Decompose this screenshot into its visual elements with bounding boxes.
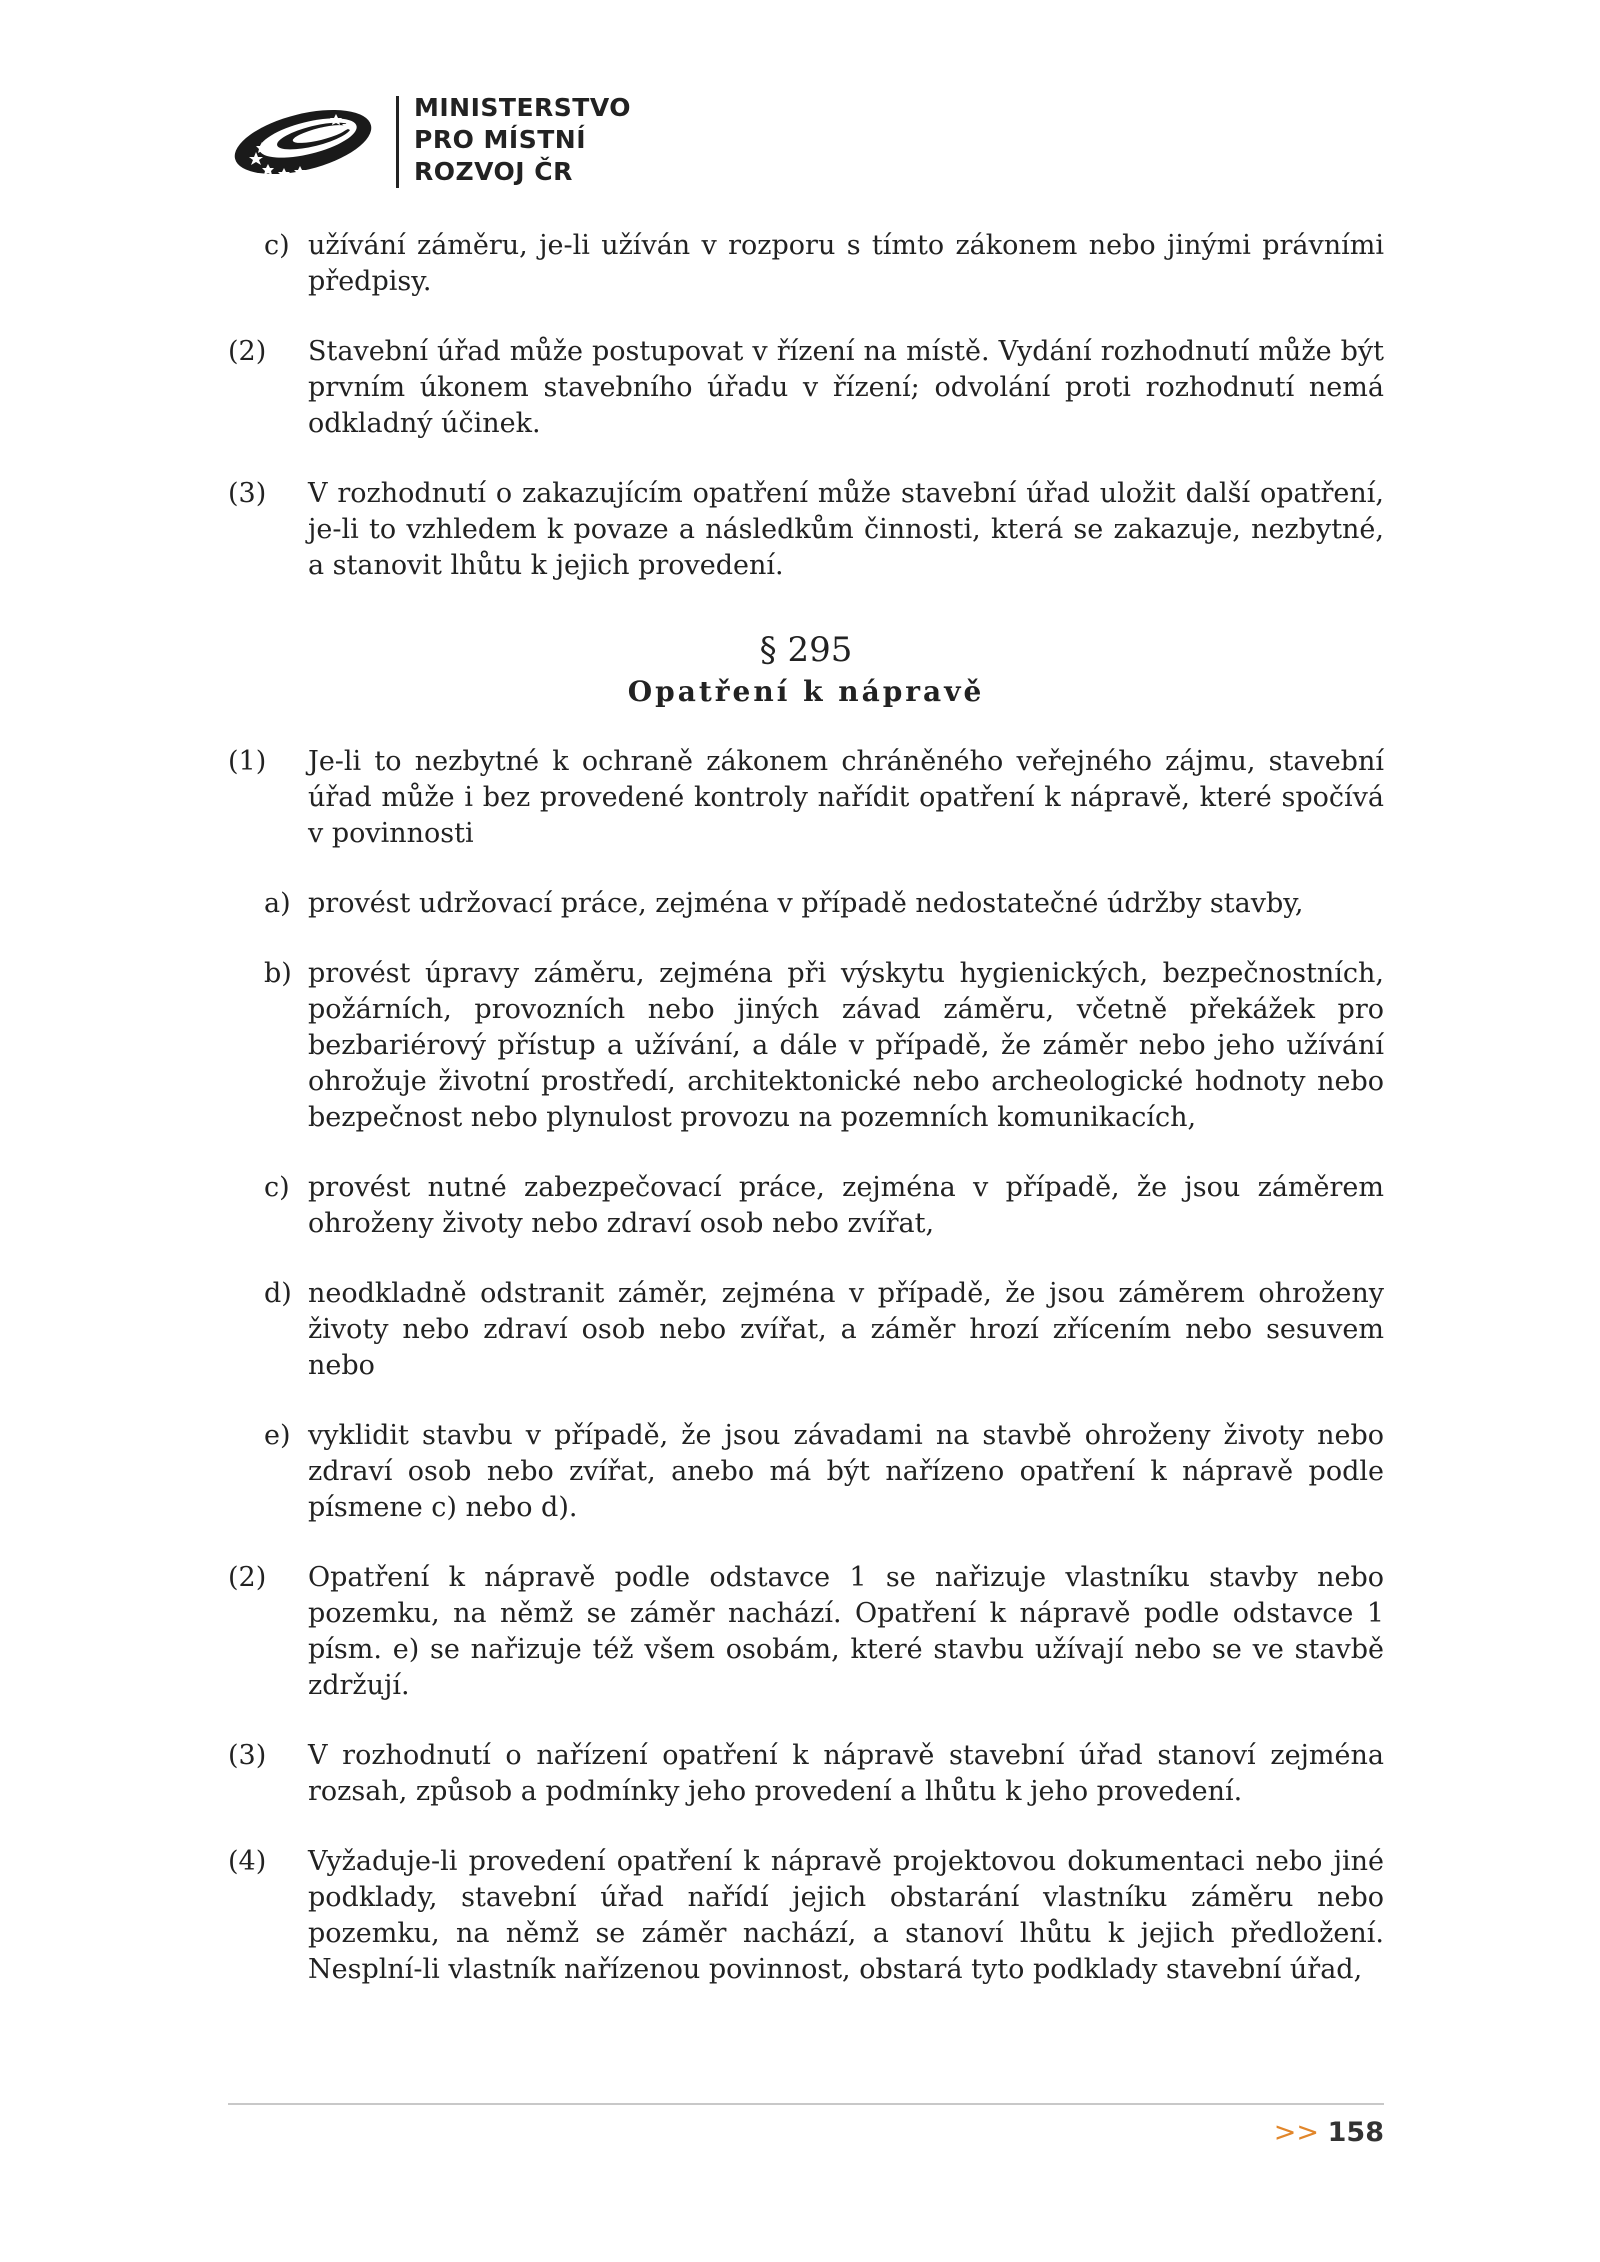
ministry-name-line3: ROZVOJ ČR xyxy=(414,157,573,186)
paragraph-text: V rozhodnutí o zakazujícím opatření může stavební úřad uložit další opatření, je-li to vzhledem k povaze a následkům činnosti, která se zakazuje, nezbytné, a stanovit lhůtu k jejich provedení. xyxy=(308,478,1384,581)
clause-label: b) xyxy=(264,958,292,989)
clause-label: a) xyxy=(264,888,291,919)
paragraph-label: (3) xyxy=(228,1740,267,1771)
paragraph-text: Je-li to nezbytné k ochraně zákonem chráněného veřejného zájmu, stavební úřad může i bez provedené kontroly nařídit opatření k nápravě, které spočívá v povinnosti xyxy=(308,746,1384,849)
paragraph-text: Stavební úřad může postupovat v řízení na místě. Vydání rozhodnutí může být prvním úkonem stavebního úřadu v řízení; odvolání proti rozhodnutí nemá odkladný účinek. xyxy=(308,336,1384,439)
clause-c xyxy=(228,1170,1384,1242)
clause-b xyxy=(228,956,1384,1136)
paragraph-2 xyxy=(228,1560,1384,1704)
paragraph-text: V rozhodnutí o nařízení opatření k nápravě stavební úřad stanoví zejména rozsah, způsob a podmínky jeho provedení a lhůtu k jeho provedení. xyxy=(308,1740,1384,1807)
clause-label: e) xyxy=(264,1420,291,1451)
logo-divider xyxy=(396,96,399,188)
clause-label: c) xyxy=(264,230,290,261)
paragraph-label: (2) xyxy=(228,1562,267,1593)
clause-d xyxy=(228,1276,1384,1384)
paragraph-3-top xyxy=(228,476,1384,584)
section-number: § 295 xyxy=(759,630,853,670)
clause-text: neodkladně odstranit záměr, zejména v případě, že jsou záměrem ohroženy životy nebo zdraví osob nebo zvířat, a záměr hrozí zřícením nebo sesuvem nebo xyxy=(308,1278,1384,1381)
paragraph-label: (1) xyxy=(228,746,267,777)
clause-text: užívání záměru, je-li užíván v rozporu s tímto zákonem nebo jinými právními předpisy. xyxy=(308,230,1384,297)
ministry-name-line1: MINISTERSTVO xyxy=(414,93,632,122)
clause-text: provést úpravy záměru, zejména při výskytu hygienických, bezpečnostních, požárních, provozních nebo jiných závad záměru, včetně překážek pro bezbariérový přístup a užívání, a dále v případě, že záměr nebo jeho užívání ohrožuje životní prostředí, architektonické nebo archeologické hodnoty nebo bezpečnost nebo plynulost provozu na pozemních komunikacích, xyxy=(308,958,1384,1133)
paragraph-label: (2) xyxy=(228,336,267,367)
clause-label: d) xyxy=(264,1278,292,1309)
paragraph-2-top xyxy=(228,334,1384,442)
section-title: Opatření k nápravě xyxy=(627,675,985,708)
clause-c-top xyxy=(228,228,1384,300)
paragraph-label: (3) xyxy=(228,478,267,509)
clause-label: c) xyxy=(264,1172,290,1203)
ministry-name xyxy=(414,92,631,188)
clause-text: provést udržovací práce, zejména v případě nedostatečné údržby stavby, xyxy=(308,888,1304,919)
paragraph-text: Vyžaduje-li provedení opatření k nápravě projektovou dokumentaci nebo jiné podklady, stavební úřad nařídí jejich obstarání vlastníku záměru nebo pozemku, na němž se záměr nachází, a stanoví lhůtu k jejich předložení. Nesplní-li vlastník nařízenou povinnost, obstará tyto podklady stavební úřad, xyxy=(308,1846,1384,1985)
clause-text: vyklidit stavbu v případě, že jsou závadami na stavbě ohroženy životy nebo zdraví osob nebo zvířat, anebo má být nařízeno opatření k nápravě podle písmene c) nebo d). xyxy=(308,1420,1384,1523)
paragraph-4 xyxy=(228,1844,1384,1988)
page-arrow: >> xyxy=(1273,2117,1320,2148)
page-number-value: 158 xyxy=(1327,2117,1384,2148)
paragraph-text: Opatření k nápravě podle odstavce 1 se nařizuje vlastníku stavby nebo pozemku, na němž se záměr nachází. Opatření k nápravě podle odstavce 1 písm. e) se nařizuje též všem osobám, které stavbu užívají nebo se ve stavbě zdržují. xyxy=(308,1562,1384,1701)
page-number xyxy=(1274,2116,1384,2150)
clause-e xyxy=(228,1418,1384,1526)
clause-a xyxy=(228,886,1384,922)
footer-divider xyxy=(228,2103,1384,2105)
paragraph-3 xyxy=(228,1738,1384,1810)
paragraph-label: (4) xyxy=(228,1846,267,1877)
paragraph-1 xyxy=(228,744,1384,852)
clause-text: provést nutné zabezpečovací práce, zejména v případě, že jsou záměrem ohroženy životy nebo zdraví osob nebo zvířat, xyxy=(308,1172,1384,1239)
ministry-name-line2: PRO MÍSTNÍ xyxy=(414,125,586,154)
ministry-logo-icon xyxy=(228,90,378,190)
document-body xyxy=(228,228,1384,1988)
